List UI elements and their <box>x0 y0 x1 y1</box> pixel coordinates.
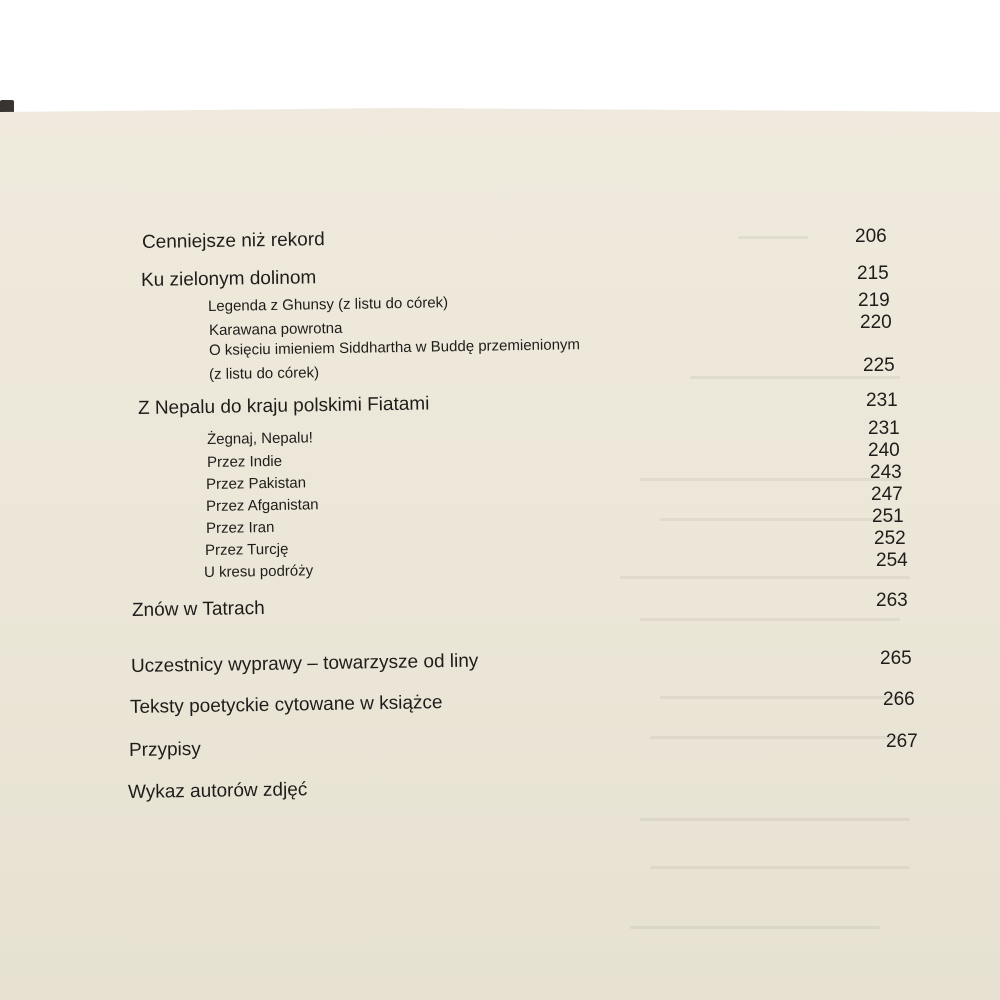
toc-entry-page: 231 <box>866 390 898 411</box>
toc-entry-title: Z Nepalu do kraju polskimi Fiatami <box>137 393 430 419</box>
toc-subentry-title: (z listu do córek) <box>208 364 320 383</box>
toc-subentry-title: Żegnaj, Nepalu! <box>206 429 314 448</box>
toc-entry-page: 231 <box>868 418 900 439</box>
toc-subentry-title: Legenda z Ghunsy (z listu do córek) <box>207 294 449 315</box>
show-through-text <box>640 818 910 821</box>
toc-entry-page: 265 <box>880 648 912 669</box>
toc-subentry-title: Przez Turcję <box>204 540 289 559</box>
toc-entry-page: 225 <box>863 355 895 376</box>
toc-subentry-title: Karawana powrotna <box>208 319 343 339</box>
toc-entry-page: 252 <box>874 528 906 549</box>
show-through-text <box>650 736 900 739</box>
toc-entry-page: 266 <box>883 689 915 710</box>
toc-entry-title: Ku zielonym dolinom <box>140 267 317 291</box>
toc-entry-title: Uczestnicy wyprawy – towarzysze od liny <box>130 650 479 677</box>
toc-subentry-title: O księciu imieniem Siddhartha w Buddę przemienionym <box>208 336 581 359</box>
show-through-text <box>660 696 900 699</box>
toc-entry-page: 206 <box>855 226 887 247</box>
show-through-text <box>640 478 900 481</box>
toc-entry-page: 215 <box>857 263 889 284</box>
show-through-text <box>640 618 900 621</box>
toc-entry-page: 267 <box>886 731 918 752</box>
toc-entry-page: 263 <box>876 590 908 611</box>
toc-entry-page: 247 <box>871 484 903 505</box>
toc-entry-page: 243 <box>870 462 902 483</box>
show-through-text <box>650 866 910 869</box>
toc-subentry-title: Przez Iran <box>205 518 275 537</box>
show-through-text <box>660 518 900 521</box>
toc-entry-title: Wykaz autorów zdjęć <box>127 779 308 803</box>
toc-subentry-title: Przez Indie <box>206 452 283 471</box>
toc-entry-page: 251 <box>872 506 904 527</box>
toc-entry-page: 219 <box>858 290 890 311</box>
toc-subentry-title: Przez Afganistan <box>205 496 319 515</box>
toc-subentry-title: Przez Pakistan <box>205 474 307 493</box>
toc-entry-page: 240 <box>868 440 900 461</box>
toc-entry-title: Teksty poetyckie cytowane w książce <box>129 692 443 718</box>
toc-entry-title: Przypisy <box>128 738 201 761</box>
show-through-text <box>630 926 880 929</box>
toc-subentry-title: U kresu podróży <box>203 562 314 581</box>
toc-entry-page: 254 <box>876 550 908 571</box>
toc-entry-title: Znów w Tatrach <box>131 597 265 621</box>
toc-entry-page: 220 <box>860 312 892 333</box>
toc-entry-title: Cenniejsze niż rekord <box>141 229 325 253</box>
show-through-text <box>620 576 910 579</box>
show-through-text <box>738 236 808 239</box>
